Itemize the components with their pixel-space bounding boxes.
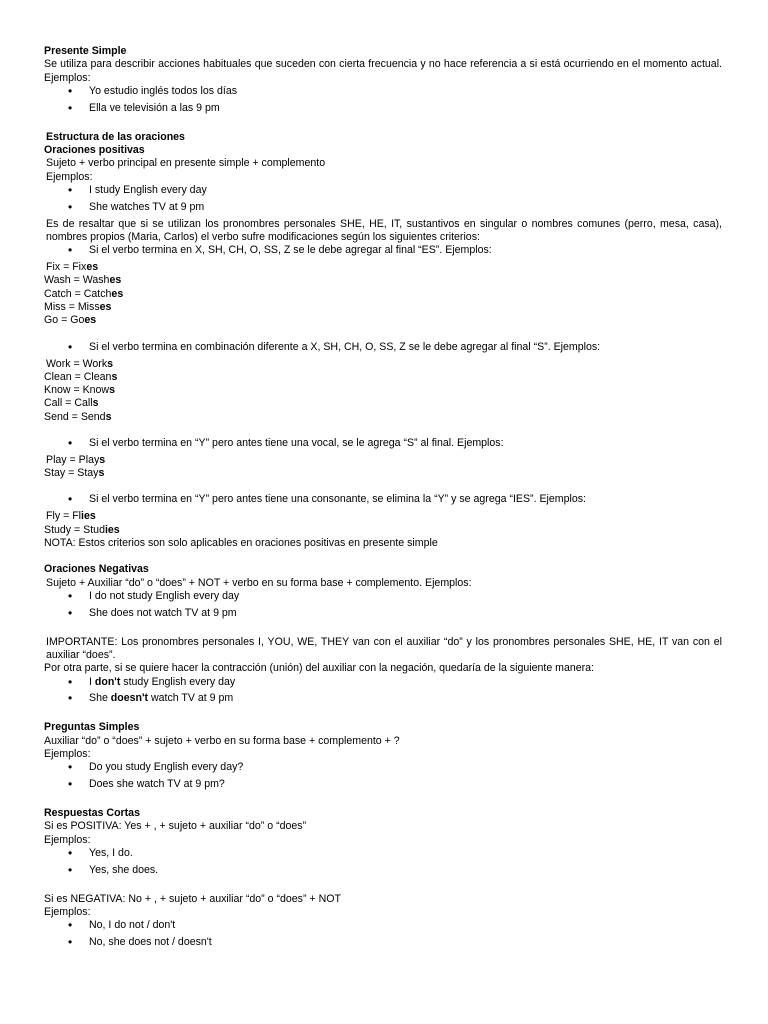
verb-example: Fix = Fixes	[46, 261, 99, 274]
verb-example: Clean = Cleans	[44, 370, 118, 383]
rule-item: • Si el verbo termina en “Y” pero antes tiene una consonante, se elimina la “Y” y se agrega “IES”. Ejemplos:	[44, 493, 722, 506]
label-ejemplos: Ejemplos:	[46, 170, 93, 183]
bullet-list-contractions	[44, 676, 722, 706]
formula-negativa: Si es NEGATIVA: No + , + sujeto + auxiliar “do” o “does” + NOT	[44, 892, 341, 905]
label-ejemplos: Ejemplos:	[44, 905, 91, 918]
heading-respuestas-cortas: Respuestas Cortas	[44, 806, 140, 819]
rule-vowel-y	[44, 437, 722, 450]
label-ejemplos: Ejemplos:	[44, 747, 91, 760]
bullet-list-positive-answers	[44, 847, 722, 877]
list-item: • I study English every day	[44, 184, 722, 197]
rule-consonant-y	[44, 493, 722, 506]
rule-s	[44, 341, 722, 354]
formula-negativas: Sujeto + Auxiliar “do” o “does” + NOT + verbo en su forma base + complemento. Ejemplos:	[46, 576, 472, 589]
heading-estructura: Estructura de las oraciones	[46, 130, 185, 143]
paragraph-contraction: Por otra parte, si se quiere hacer la contracción (unión) del auxiliar con la negación, quedaría de la siguiente manera:	[44, 662, 595, 675]
heading-oraciones-negativas: Oraciones Negativas	[44, 563, 149, 576]
verb-example: Study = Studies	[44, 523, 120, 536]
verb-example: Send = Sends	[44, 410, 112, 423]
bullet-list-negative	[44, 590, 722, 620]
list-item: • She does not watch TV at 9 pm	[44, 607, 722, 620]
heading-oraciones-positivas: Oraciones positivas	[44, 143, 145, 156]
list-item: • I don't study English every day	[44, 676, 722, 689]
verb-example: Play = Plays	[46, 453, 106, 466]
verb-example: Go = Goes	[44, 314, 97, 327]
formula-positiva: Si es POSITIVA: Yes + , + sujeto + auxiliar “do” o “does”	[44, 820, 307, 833]
list-item: • She doesn't watch TV at 9 pm	[44, 692, 722, 705]
formula-positivas: Sujeto + verbo principal en presente simple + complemento	[46, 157, 326, 170]
heading-presente-simple: Presente Simple	[44, 45, 127, 57]
list-item: • No, she does not / doesn't	[44, 936, 722, 949]
rule-es	[44, 244, 722, 257]
document-content	[44, 45, 722, 953]
list-item: • Ella ve televisión a las 9 pm	[44, 102, 722, 115]
bullet-list-questions	[44, 761, 722, 791]
verb-example: Wash = Washes	[44, 274, 122, 287]
rule-item: • Si el verbo termina en combinación diferente a X, SH, CH, O, SS, Z se le debe agregar al final “S”. Ejemplos:	[44, 341, 722, 354]
verb-example: Stay = Stays	[44, 467, 105, 480]
verb-example: Miss = Misses	[44, 301, 112, 314]
verb-example: Know = Knows	[44, 384, 115, 397]
paragraph-definition: Se utiliza para describir acciones habituales que suceden con cierta frecuencia y no hace referencia a si está ocurriendo en el momento actual. Ejemplos:	[44, 58, 722, 84]
verb-example: Fly = Flies	[46, 510, 96, 523]
paragraph-note: Es de resaltar que si se utilizan los pronombres personales SHE, HE, IT, sustantivos en singular o nombres comunes (perro, mesa, casa), nombres propios (Maria, Carlos) el verbo sufre modificaciones según los siguientes criterios:	[46, 217, 722, 243]
list-item: • I do not study English every day	[44, 590, 722, 603]
list-item: • She watches TV at 9 pm	[44, 201, 722, 214]
bullet-list-examples-en	[44, 184, 722, 214]
list-item: • Do you study English every day?	[44, 761, 722, 774]
rule-item: • Si el verbo termina en “Y” pero antes tiene una vocal, se le agrega “S” al final. Ejemplos:	[44, 437, 722, 450]
paragraph-important: IMPORTANTE: Los pronombres personales I, YOU, WE, THEY van con el auxiliar “do” y los pronombres personales SHE, HE, IT van con el auxiliar “does”.	[46, 635, 722, 661]
label-ejemplos: Ejemplos:	[44, 833, 91, 846]
heading-preguntas-simples: Preguntas Simples	[44, 721, 140, 734]
list-item: • Yes, I do.	[44, 847, 722, 860]
verb-example: Call = Calls	[44, 397, 99, 410]
formula-preguntas: Auxiliar “do” o “does” + sujeto + verbo en su forma base + complemento + ?	[44, 734, 400, 747]
verb-example: Catch = Catches	[44, 287, 124, 300]
list-item: • Yes, she does.	[44, 864, 722, 877]
list-item: • Yo estudio inglés todos los días	[44, 85, 722, 98]
rule-item: • Si el verbo termina en X, SH, CH, O, SS, Z se le debe agregar al final “ES”. Ejemplos:	[44, 244, 722, 257]
list-item: • No, I do not / don't	[44, 919, 722, 932]
bullet-list-examples-es	[44, 85, 722, 115]
nota-text: NOTA: Estos criterios son solo aplicables en oraciones positivas en presente simple	[44, 536, 438, 549]
verb-example: Work = Works	[46, 357, 114, 370]
bullet-list-negative-answers	[44, 919, 722, 949]
list-item: • Does she watch TV at 9 pm?	[44, 778, 722, 791]
